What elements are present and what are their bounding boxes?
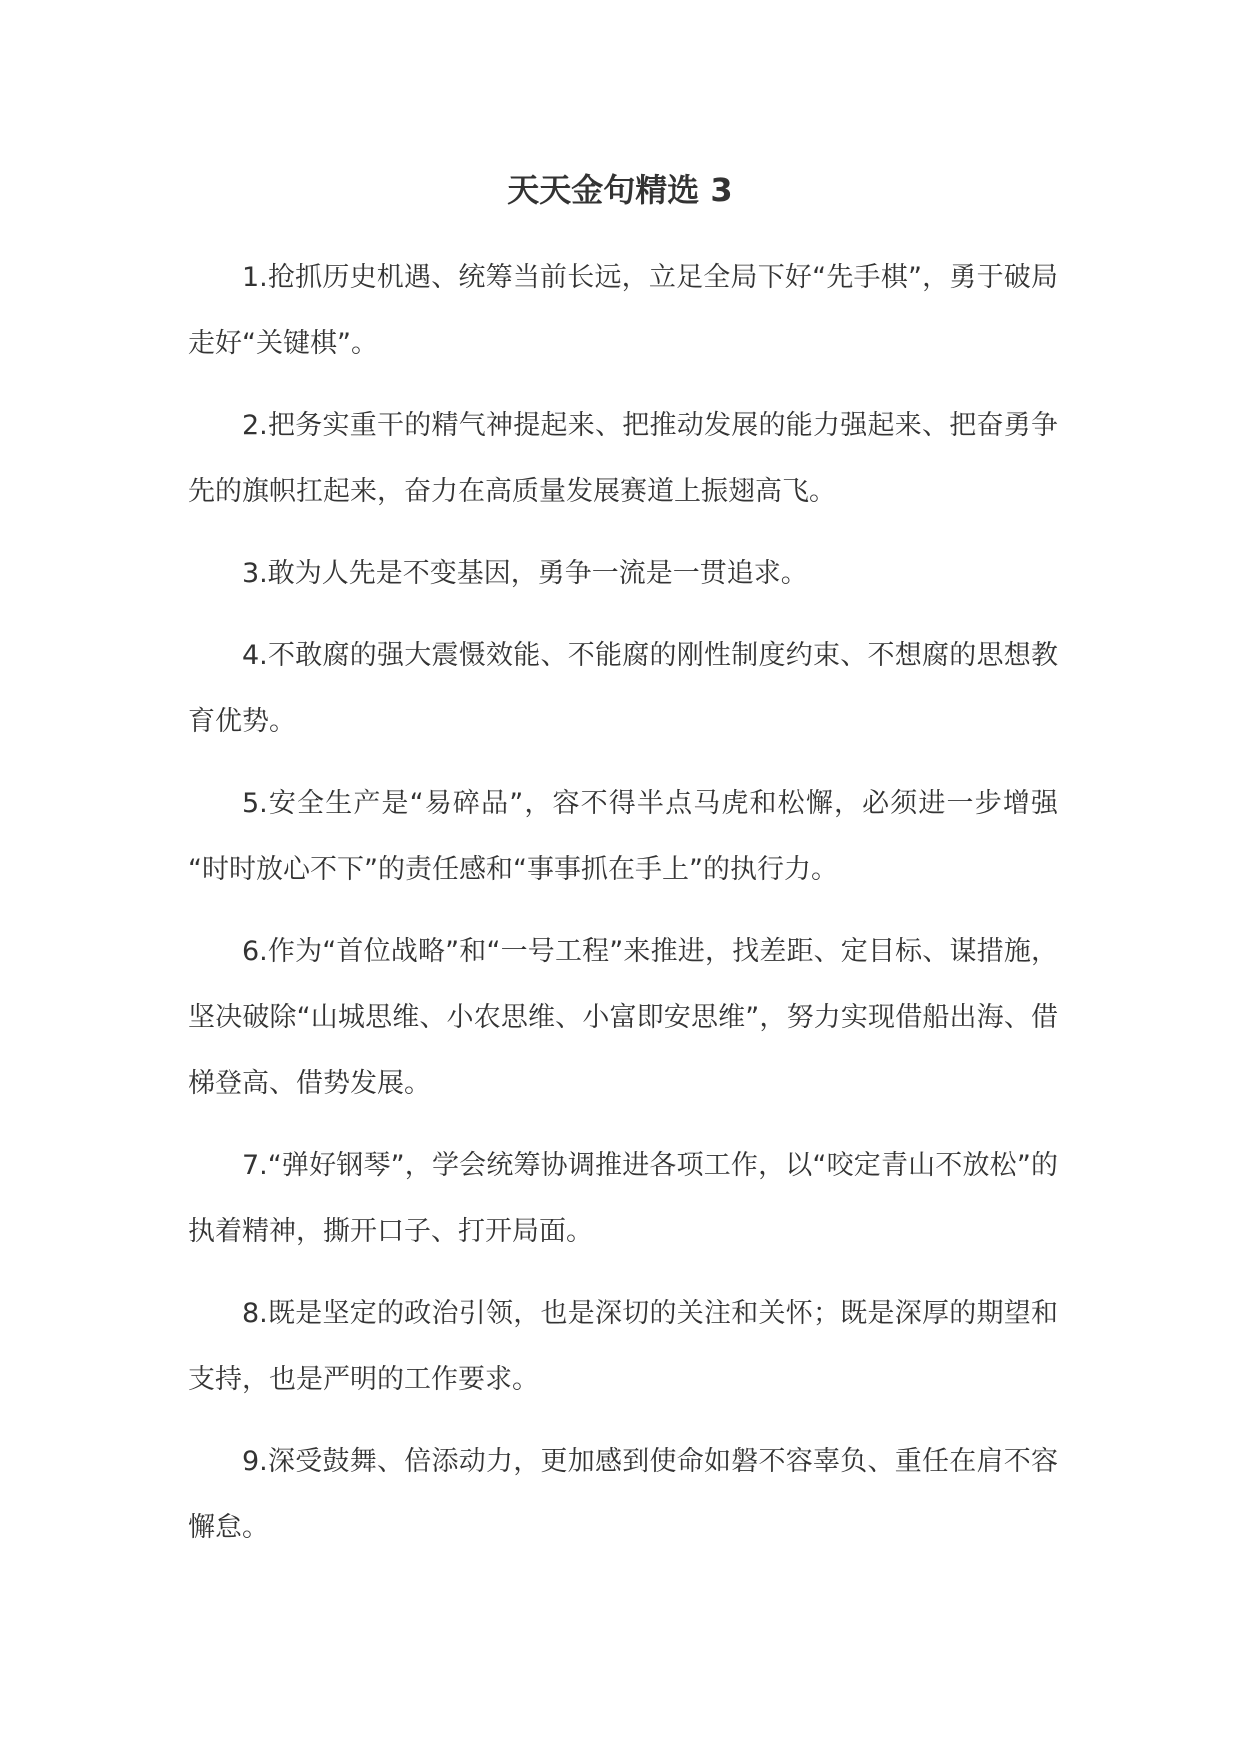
- quote-paragraph-2: 2.把务实重干的精气神提起来、把推动发展的能力强起来、把奋勇争先的旗帜扛起来，奋力在高质量发展赛道上振翅高飞。: [188, 410, 1058, 507]
- document-body: [188, 245, 1058, 1577]
- quote-paragraph-4: 4.不敢腐的强大震慑效能、不能腐的刚性制度约束、不想腐的思想教育优势。: [188, 640, 1058, 737]
- quote-paragraph-9: 9.深受鼓舞、倍添动力，更加感到使命如磐不容辜负、重任在肩不容懈怠。: [188, 1446, 1058, 1543]
- quote-paragraph-5: 5.安全生产是“易碎品”，容不得半点马虎和松懈，必须进一步增强 “时时放心不下”的责任感和“事事抓在手上”的执行力。: [188, 788, 1058, 885]
- quote-paragraph-7: 7.“弹好钢琴”，学会统筹协调推进各项工作，以“咬定青山不放松”的执着精神，撕开口子、打开局面。: [188, 1150, 1058, 1247]
- quote-paragraph-6: 6.作为“首位战略”和“一号工程”来推进，找差距、定目标、谋措施，坚决破除“山城思维、小农思维、小富即安思维”，努力实现借船出海、借梯登高、借势发展。: [188, 936, 1058, 1099]
- document-title: 天天金句精选 3: [507, 171, 733, 209]
- quote-paragraph-1: 1.抢抓历史机遇、统筹当前长远，立足全局下好“先手棋”，勇于破局走好“关键棋”。: [188, 262, 1058, 359]
- quote-paragraph-8: 8.既是坚定的政治引领，也是深切的关注和关怀；既是深厚的期望和支持，也是严明的工作要求。: [188, 1298, 1058, 1395]
- quote-paragraph-3: 3.敢为人先是不变基因，勇争一流是一贯追求。: [242, 558, 808, 589]
